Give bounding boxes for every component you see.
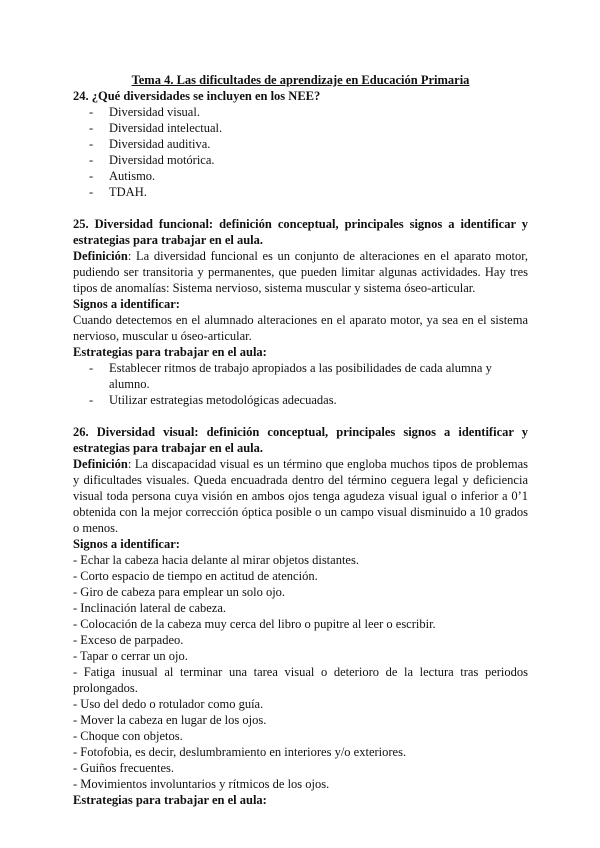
document-title: Tema 4. Las dificultades de aprendizaje en Educación Primaria: [131, 73, 470, 87]
q25-strategies-label: Estrategias para trabajar en el aula:: [73, 345, 267, 359]
q26-signs-label: Signos a identificar:: [73, 537, 180, 551]
q25-definition-text: : La diversidad funcional es un conjunto de alteraciones en el aparato motor, pudiendo ser transitoria y permanentes, que pueden limitar algunas actividades. Hay tres tipos de anomalías: Sistema nervioso, sistema muscular y sistema óseo-articular.: [73, 249, 528, 295]
list-item: - Fatiga inusual al terminar una tarea visual o deterioro de la lectura tras periodos prolongados.: [73, 665, 528, 695]
list-item: - Diversidad auditiva.: [73, 136, 528, 152]
q24-heading: 24. ¿Qué diversidades se incluyen en los NEE?: [73, 89, 321, 103]
list-item: - Uso del dedo o rotulador como guía.: [73, 697, 264, 711]
q25-signs-text: Cuando detectemos en el alumnado alteraciones en el aparato motor, ya sea en el sistema nervioso, muscular u óseo-articular.: [73, 313, 528, 343]
q26-strategies-label: Estrategias para trabajar en el aula:: [73, 793, 267, 807]
q25-definition: [73, 248, 528, 296]
q25-definition-label: Definición: [73, 249, 128, 263]
list-item: - Choque con objetos.: [73, 729, 183, 743]
q26-heading: 26. Diversidad visual: definición conceptual, principales signos a identificar y estrategias para trabajar en el aula.: [73, 425, 528, 455]
q26-definition: [73, 456, 528, 536]
q25-heading: 25. Diversidad funcional: definición conceptual, principales signos a identificar y estrategias para trabajar en el aula.: [73, 217, 528, 247]
q26-definition-text: : La discapacidad visual es un término que engloba muchos tipos de problemas y dificultades visuales. Queda encuadrada dentro del término ceguera legal y deficiencia visual toda persona cuya visión en ambos ojos tenga agudeza visual igual o inferior a 0’1 obtenida con la mejor corrección óptica posible o un campo visual disminuido a 10 grados o menos.: [73, 457, 528, 535]
q25-signs-label: Signos a identificar:: [73, 297, 180, 311]
list-item: - Echar la cabeza hacia delante al mirar objetos distantes.: [73, 553, 359, 567]
list-item: - TDAH.: [73, 184, 528, 200]
list-item: - Exceso de parpadeo.: [73, 633, 184, 647]
list-item: - Giro de cabeza para emplear un solo ojo.: [73, 585, 286, 599]
list-item: - Autismo.: [73, 168, 528, 184]
list-item: - Establecer ritmos de trabajo apropiados a las posibilidades de cada alumna y alumno.: [73, 360, 528, 392]
q25-strategies-list: [73, 360, 528, 408]
list-item: - Fotofobia, es decir, deslumbramiento en interiores y/o exteriores.: [73, 745, 407, 759]
list-item: - Tapar o cerrar un ojo.: [73, 649, 188, 663]
list-item: - Utilizar estrategias metodológicas adecuadas.: [73, 392, 528, 408]
list-item: - Mover la cabeza en lugar de los ojos.: [73, 713, 267, 727]
q24-list: [73, 104, 528, 200]
q26-definition-label: Definición: [73, 457, 128, 471]
list-item: - Inclinación lateral de cabeza.: [73, 601, 227, 615]
list-item: - Colocación de la cabeza muy cerca del libro o pupitre al leer o escribir.: [73, 617, 436, 631]
list-item: - Corto espacio de tiempo en actitud de atención.: [73, 569, 318, 583]
list-item: - Diversidad visual.: [73, 104, 528, 120]
list-item: - Diversidad motórica.: [73, 152, 528, 168]
list-item: - Diversidad intelectual.: [73, 120, 528, 136]
list-item: - Movimientos involuntarios y rítmicos de los ojos.: [73, 777, 330, 791]
list-item: - Guiños frecuentes.: [73, 761, 175, 775]
